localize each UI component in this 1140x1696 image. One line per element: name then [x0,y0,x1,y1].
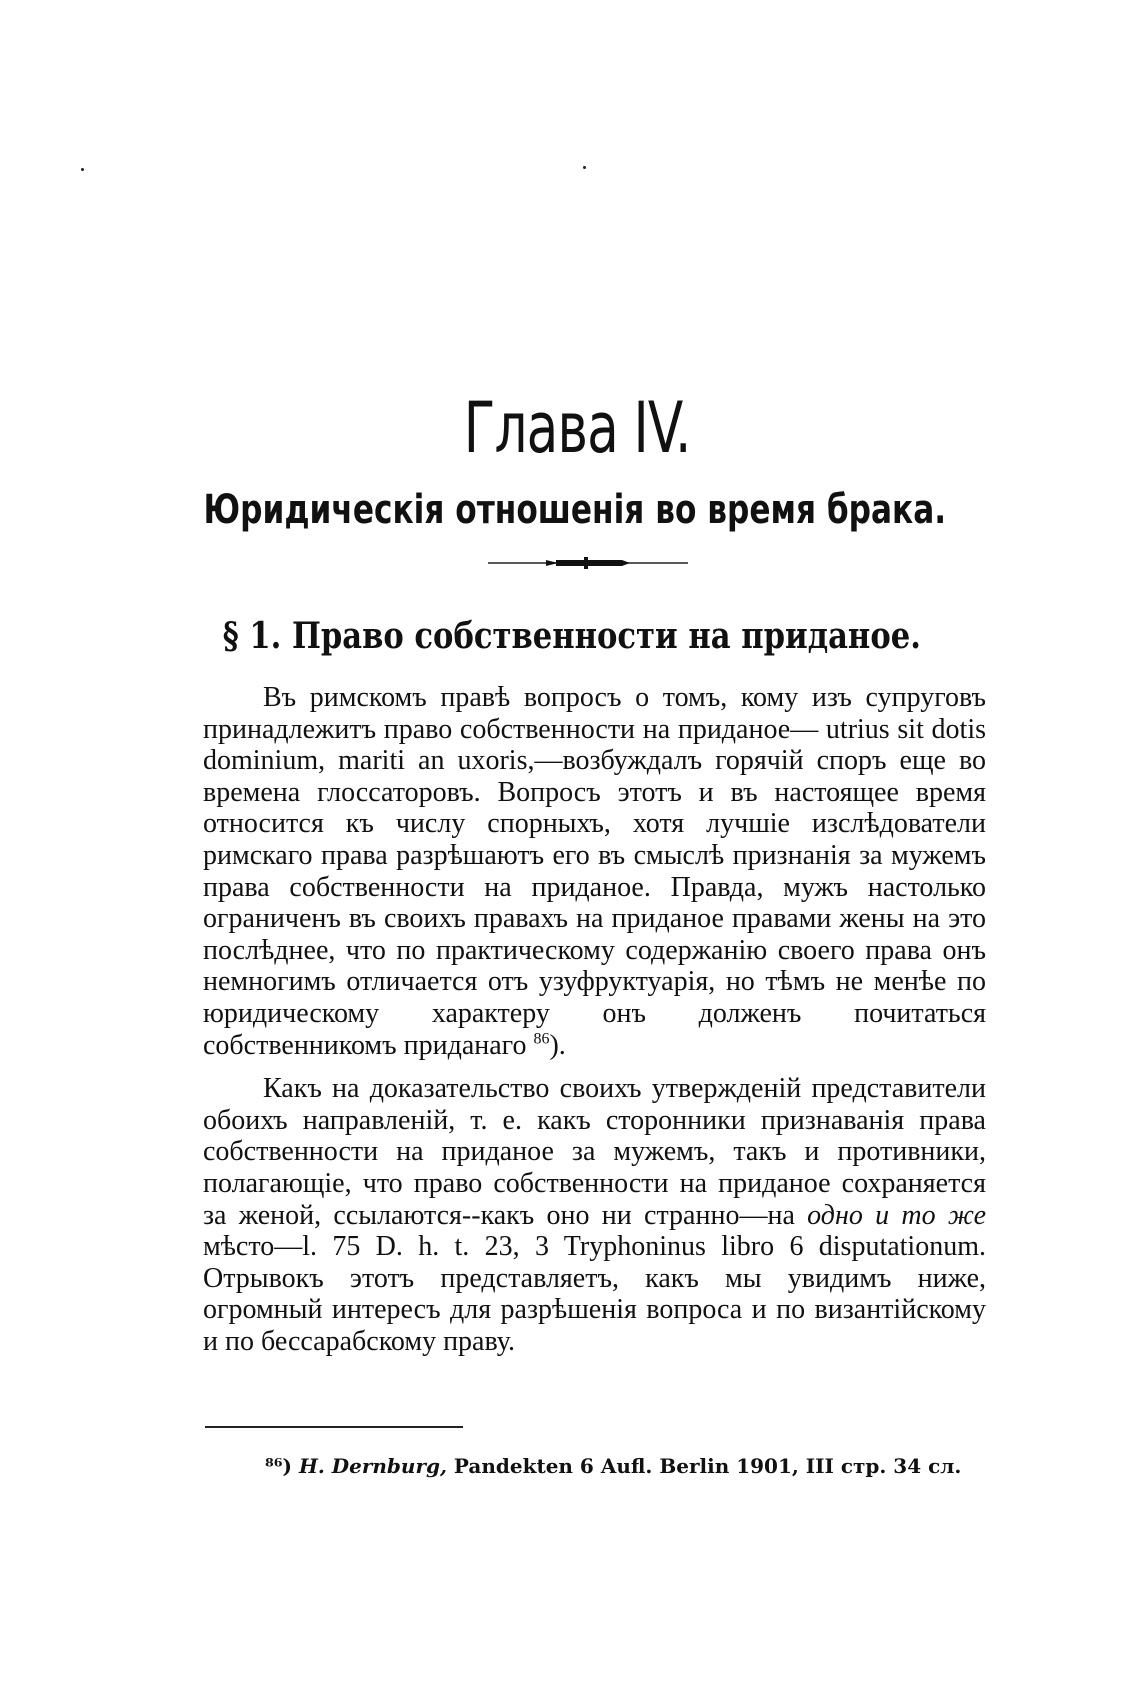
body-text [203,682,986,1357]
section-heading: § 1. Право собственности на приданое. [222,615,921,657]
paragraph-2 [203,1073,986,1357]
paragraph-2-emphasis: одно и то же [807,1199,987,1231]
paragraph-2-text-before: Какъ на доказательство своихъ утвержденій представители обоихъ направленій, т. е. какъ сторонники признаванія права собственности на приданое за мужемъ, такъ и противники, полагающіе, что право собственности на приданое сохраняется за женой, ссылаются--какъ оно ни странно—на [203,1073,986,1231]
paragraph-1-text: Въ римскомъ правѣ вопросъ о томъ, кому изъ супруговъ принадлежитъ право собственности на приданое— utrius sit dotis dominium, mariti an uxoris,—возбуждалъ горячій споръ еще во времена глоссаторовъ. Вопросъ этотъ и въ настоящее время относится къ числу спорныхъ, хотя лучшіе изслѣдователи римскаго права разрѣшаютъ его въ смыслѣ признанія за мужемъ права собственности на приданое. Правда, мужъ настолько ограниченъ въ своихъ правахъ на приданое правами жены на это послѣднее, что по практическому содержанію своего права онъ немногимъ отличается отъ узуфруктуарія, но тѣмъ не менѣе по юридическому характеру онъ долженъ почитаться собственникомъ приданаго [203,682,986,1061]
scan-speck [81,168,84,171]
paragraph-1-tail: ). [549,1029,566,1061]
footnote-author: H. Dernburg, [298,1454,447,1478]
footnote-citation: Pandekten 6 Aufl. Berlin 1901, III стр. 34 сл. [446,1454,962,1478]
scan-speck [583,166,586,169]
footnote-reference: 86 [533,1030,550,1048]
footnote-marker: ⁸⁶) [265,1454,299,1478]
chapter-title: Глава IV. [463,387,691,469]
paragraph-1 [203,682,986,1061]
chapter-subtitle: Юридическія отношенія во время брака. [203,487,947,533]
footnote-divider [205,1426,463,1428]
paragraph-2-text-after: мѣсто—l. 75 D. h. t. 23, 3 Tryphoninus libro 6 disputationum. Отрывокъ этотъ представляетъ, какъ мы увидимъ ниже, огромный интересъ для разрѣшенія вопроса и по византійскому и по бессарабскому праву. [203,1231,986,1357]
footnote [265,1452,1005,1480]
ornament-divider [488,556,688,570]
